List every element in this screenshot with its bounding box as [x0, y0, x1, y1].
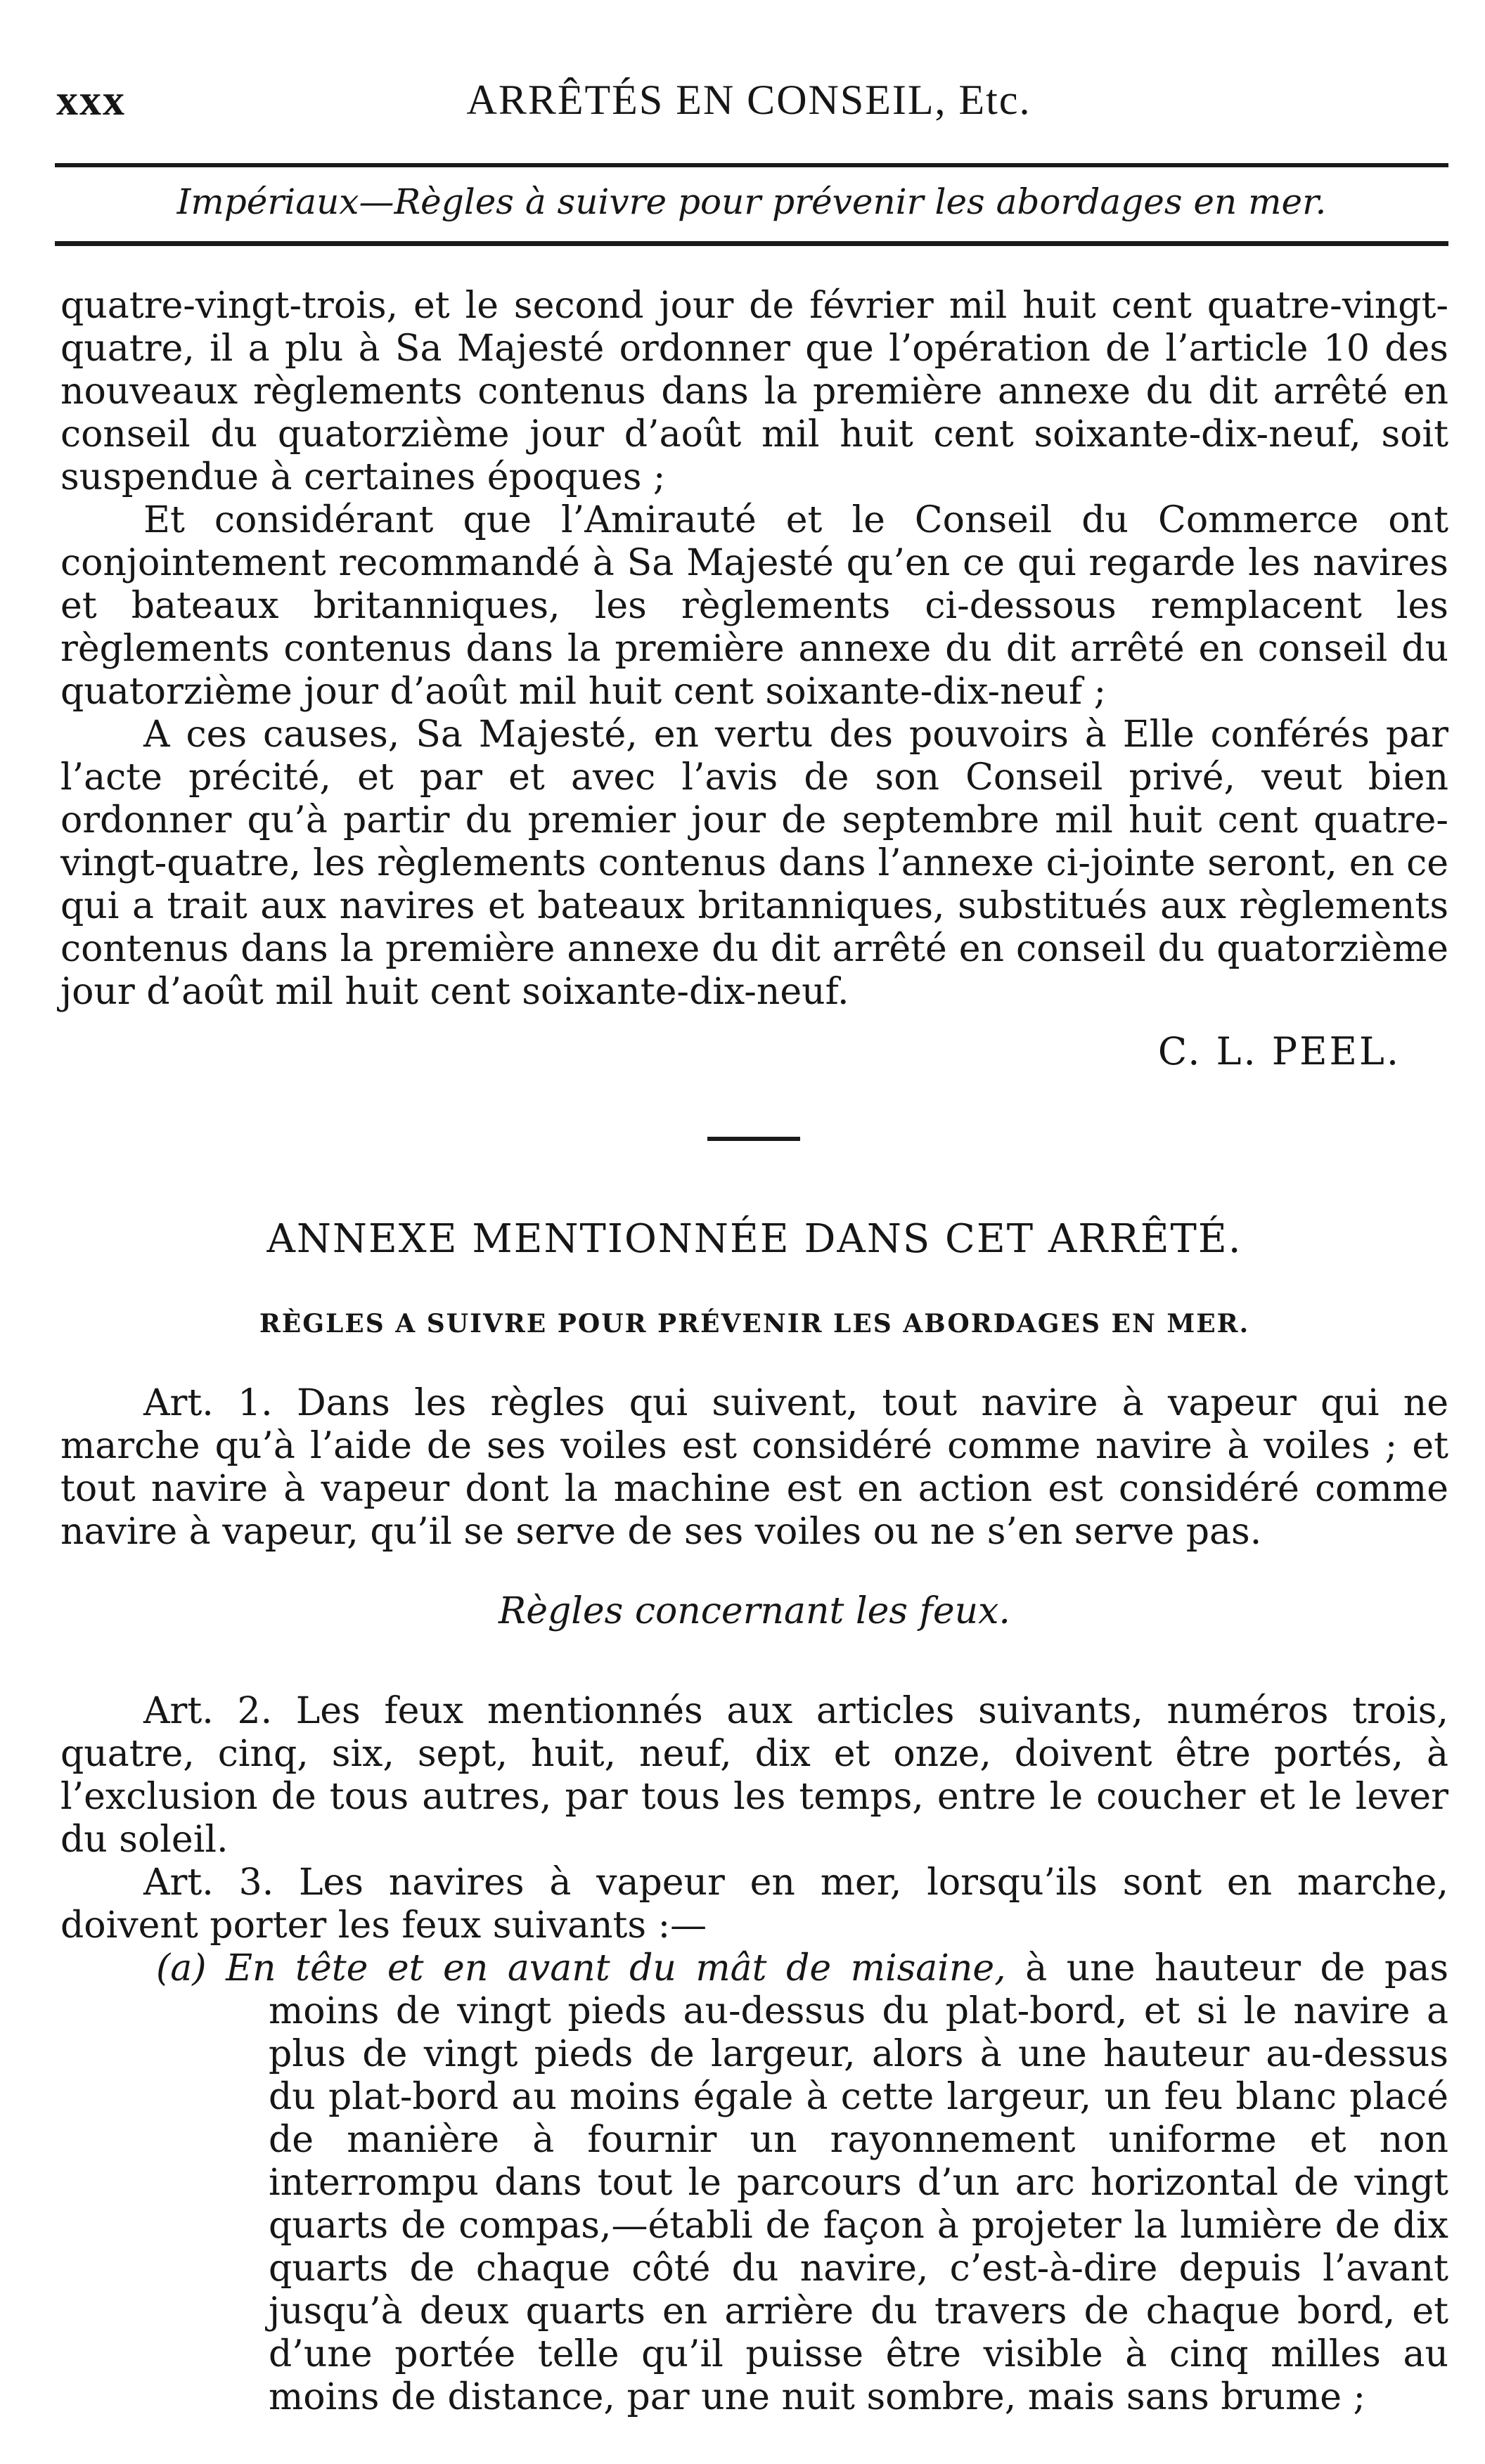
running-head	[49, 76, 1448, 132]
article-2: Art. 2. Les feux mentionnés aux articles suivants, numéros trois, quatre, cinq, six, sept, huit, neuf, dix et onze, doivent être portés, à l’exclusion de tous autres, par tous les temps, entre le coucher et le lever du soleil.	[60, 1690, 1448, 1861]
header-rule-bottom	[55, 241, 1448, 246]
item-a-text: à une hauteur de pas moins de vingt pieds au-dessus du plat-bord, et si le navire a plus de vingt pieds de largeur, alors à une hauteur au-dessus du plat-bord au moins égale à cette largeur, un feu blanc placé de manière à fournir un rayonnement uniforme et non interrompu dans tout le parcours d’un arc horizontal de vingt quarts de compas,—établi de façon à projeter la lumière de dix quarts de chaque côté du navire, c’est-à-dire depuis l’avant jusqu’à deux quarts en arrière du travers de chaque bord, et d’une portée telle qu’il puisse être visible à cinq milles au moins de distance, par une nuit sombre, mais sans brume ;	[269, 1947, 1449, 2418]
annex-subtitle: RÈGLES A SUIVRE POUR PRÉVENIR LES ABORDAGES EN MER.	[259, 1309, 1250, 1339]
article-1: Art. 1. Dans les règles qui suivent, tout navire à vapeur qui ne marche qu’à l’aide de ses voiles est considéré comme navire à voiles ; et tout navire à vapeur dont la machine est en action est considéré comme navire à vapeur, qu’il se serve de ses voiles ou ne s’en serve pas.	[60, 1382, 1448, 1553]
lights-heading: Règles concernant les feux.	[499, 1590, 1010, 1632]
item-a-label: (a)	[156, 1947, 207, 1989]
article-3: Art. 3. Les navires à vapeur en mer, lorsqu’ils sont en marche, doivent porter les feux suivants :—	[60, 1862, 1448, 1947]
paragraph-considerant: Et considérant que l’Amirauté et le Conseil du Commerce ont conjointement recommandé à Sa Majesté qu’en ce qui regarde les navires et bateaux britanniques, les règlements ci-dessous remplacent les règlements contenus dans la première annexe du dit arrêté en conseil du quatorzième jour d’août mil huit cent soixante-dix-neuf ;	[60, 499, 1448, 713]
page-folio: xxx	[56, 77, 126, 124]
section-divider	[707, 1137, 800, 1141]
paragraph-continued: quatre-vingt-trois, et le second jour de février mil huit cent quatre-vingt-quatre, il a plu à Sa Majesté ordonner que l’opération de l’article 10 des nouveaux règlements contenus dans la première annexe du dit arrêté en conseil du quatorzième jour d’août mil huit cent soixante-dix-neuf, soit suspendue à certaines époques ;	[60, 285, 1448, 498]
articles-2-3-block	[60, 1690, 1448, 2419]
annex-title: ANNEXE MENTIONNÉE DANS CET ARRÊTÉ.	[266, 1216, 1242, 1262]
article-1-block	[60, 1382, 1448, 1554]
lights-heading-block	[60, 1590, 1448, 1633]
item-a-lead: En tête et en avant du mât de misaine,	[226, 1947, 1006, 1989]
running-subheading: Impériaux—Règles à suivre pour prévenir les abordages en mer.	[176, 181, 1327, 222]
article-3-item-a	[60, 1947, 1448, 2419]
signature: C. L. PEEL.	[1157, 1029, 1401, 1073]
paragraph-a-ces-causes: A ces causes, Sa Majesté, en vertu des pouvoirs à Elle conférés par l’acte précité, et par et avec l’avis de son Conseil privé, veut bien ordonner qu’à partir du premier jour de septembre mil huit cent quatre-vingt-quatre, les règlements contenus dans l’annexe ci-jointe seront, en ce qui a trait aux navires et bateaux britanniques, substitués aux règlements contenus dans la première annexe du dit arrêté en conseil du quatorzième jour d’août mil huit cent soixante-dix-neuf.	[60, 714, 1448, 1013]
order-text	[60, 285, 1448, 1014]
running-title: ARRÊTÉS EN CONSEIL, Etc.	[466, 77, 1031, 123]
header-rule-top	[55, 163, 1448, 167]
